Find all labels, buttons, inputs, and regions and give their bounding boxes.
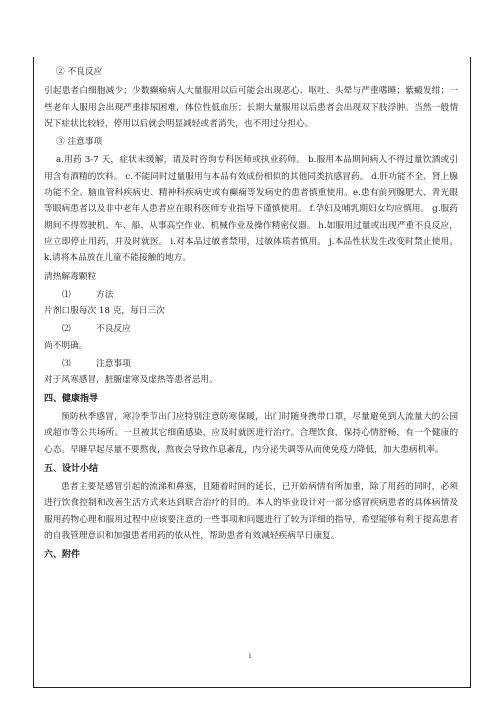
section-adverse-reactions-text: 引起患者白细胞减少；少数癫痫病人大量服用以后可能会出现恶心、呕吐、头晕与严重嗜睡；紫癜发绀；一些老年人服用会出现严重排尿困难，体位性低血压；长期大量服用以后患者会出现双下肢浮肿。当然一般情况下症状比较轻，停用以后就会明显减轻或者消失，也不用过分担心。 (44, 86, 458, 129)
drug2-method-number: ⑴ (62, 289, 71, 300)
section-4-text: 预防秋季感冒，寒冷季节出门应特别注意防寒保暖，出门时随身携带口罩，尽量避免到人流量大的公园或超市等公共场所。一旦被其它细菌感染，应及时就医进行治疗。合理饮食，保持心情舒畅，有一个健康的心态。早睡早起尽量不要熬夜，熬夜会导致作息紊乱，内分泌失调等从而使免疫力降低，加大患病机率。 (44, 411, 458, 455)
section-5-text: 患者主要是感冒引起的流涕和鼻塞，且随着时间的延长，已开始病情有所加重，除了用药的同时，必须进行饮食控制和改善生活方式来达到联合治疗的目的。本人的毕业设计对一部分感冒疾病患者的具体病情及服用药物心理和服用过程中应该要注意的一些事项和问题进行了较为详细的指导，希望能够有利于提高患者的自我管理意识和加强患者用药的依从性，帮助患者有效减轻疾病早日康复。 (44, 482, 458, 542)
section-4-title: 四、健康指导 (44, 393, 99, 404)
drug2-adverse-heading (44, 321, 458, 337)
section-5-title: 五、设计小结 (44, 463, 99, 474)
section-precautions-title: ③ 注意事项 (56, 137, 103, 148)
drug2-precautions-text: 对于风寒感冒，脏腑虚寒及虚热等患者忌用。 (44, 375, 218, 386)
drug2-method-label: 方法 (96, 289, 114, 300)
drug2-adverse-text: 尚不明确。 (44, 340, 88, 351)
drug2-method-heading (44, 287, 458, 303)
drug2-precautions-label: 注意事项 (96, 359, 131, 370)
drug2-adverse-number: ⑵ (62, 324, 71, 335)
section-6-title: 六、附件 (44, 550, 81, 561)
drug2-adverse-label: 不良反应 (96, 324, 131, 335)
drug2-precautions-heading (44, 356, 458, 372)
document-body (44, 64, 458, 564)
drug2-precautions-number: ⑶ (62, 359, 71, 370)
section-adverse-reactions-title: ② 不良反应 (56, 67, 103, 77)
page-number: i (248, 652, 252, 660)
drug2-name: 清热解毒颗粒 (44, 271, 97, 282)
drug2-method-text: 片剂口服每次 18 克，每日三次 (44, 306, 165, 317)
section-precautions-text: a.用药 3-7 天，症状未缓解，请及时咨询专科医师或执业药师。 b.服用本品期间病人不得过量饮酒或引用含有酒精的饮料。 c.不能同时过量服用与本品有效成份相似的其他同类抗感冒药。 d.肝功能不全、肾上腺功能不全、脑血管科疾病史、精神科疾病史或有癫痫等发病史的患者慎重使用。e.患有前列腺肥大、青光眼等眼病患者以及非中老年人患者应在眼科医师专业指导下谨慎使用。 f.孕妇及哺乳期妇女均应慎用。 g.服药期间不得驾驶机、车、船、从事高空作业、机械作业及操作精密仪器。 h.如服用过量或出现严重不良反应，应立即停止用药，并及时就医。 i.对本品过敏者禁用，过敏体质者慎用。 j.本品性状发生改变时禁止使用。 k.请将本品放在儿童不能接触的地方。 (44, 155, 458, 264)
